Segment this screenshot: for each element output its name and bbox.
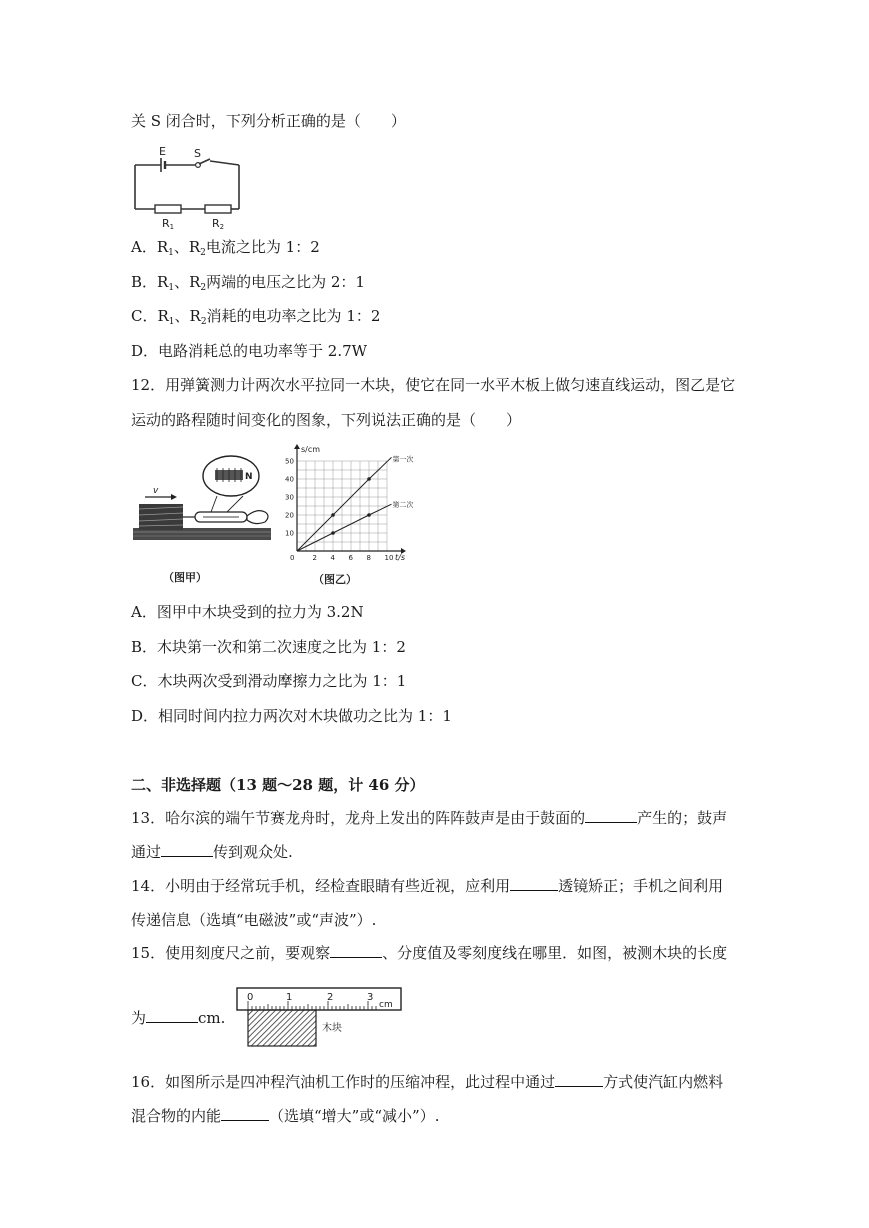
q14-line2: 传递信息（选填“电磁波”或“声波”）. [131, 911, 377, 929]
x-tick-label: 8 [366, 554, 371, 562]
origin-label: 0 [290, 554, 295, 562]
q11-option-a: A．$R_1$、$R_2$电流之比为 1：2 [131, 238, 320, 258]
q13-line2: 通过 传到观众处. [131, 843, 293, 861]
fig-jia-caption: （图甲） [163, 571, 207, 584]
r1-sub: 1 [169, 223, 175, 231]
y-axis-arrow [294, 444, 300, 449]
svg-text:R2 [212, 217, 224, 231]
answer-blank[interactable] [146, 1008, 198, 1023]
q11-option-b: B．$R_1$、$R_2$两端的电压之比为 2：1 [131, 273, 365, 293]
ruler-label-2: 2 [327, 992, 334, 1003]
q15-line2: 为 cm. [131, 1009, 226, 1027]
switch-label: S [194, 147, 201, 160]
y-tick-label: 10 [285, 529, 294, 538]
x-tick-label: 4 [330, 554, 335, 562]
q11-option-d: D．电路消耗总的电功率等于 2.7W [131, 342, 368, 360]
answer-blank[interactable] [330, 943, 382, 958]
r1-label: R [162, 217, 170, 230]
series-label-2: 第二次 [392, 501, 414, 510]
y-axis-label: s/cm [301, 445, 321, 454]
data-point [367, 513, 371, 517]
ruler-label-0: 0 [247, 992, 254, 1003]
x-tick-label: 10 [384, 554, 394, 562]
q12-option-b: B．木块第一次和第二次速度之比为 1：2 [131, 638, 406, 656]
y-tick-label: 30 [285, 493, 294, 502]
answer-blank[interactable] [510, 876, 558, 891]
series-label-1: 第一次 [392, 455, 414, 464]
data-point [331, 513, 335, 517]
q14-line1: 14．小明由于经常玩手机，经检查眼睛有些近视，应利用 透镜矫正；手机之间利用 [131, 877, 724, 895]
q12-stem-line1: 12．用弹簧测力计两次水平拉同一木块，使它在同一水平木板上做匀速直线运动，图乙是它 [131, 376, 736, 394]
q11-option-c: C．$R_1$、$R_2$消耗的电功率之比为 1：2 [131, 307, 381, 327]
x-tick-label: 6 [348, 554, 353, 562]
q12-option-d: D．相同时间内拉力两次对木块做功之比为 1：1 [131, 707, 452, 725]
section-2-title: 二、非选择题（13 题～28 题，计 46 分） [131, 776, 425, 794]
q12-option-a: A．图甲中木块受到的拉力为 3.2N [131, 603, 364, 621]
q13-line1: 13．哈尔滨的端午节赛龙舟时，龙舟上发出的阵阵鼓声是由于鼓面的 产生的；鼓声 [131, 809, 728, 827]
answer-blank[interactable] [555, 1072, 603, 1087]
fig-yi-st-chart [283, 441, 415, 589]
battery-label: E [159, 145, 166, 158]
q15-line1: 15．使用刻度尺之前，要观察 、分度值及零刻度线在哪里．如图，被测木块的长度 [131, 944, 728, 962]
q12-option-c: C．木块两次受到滑动摩擦力之比为 1：1 [131, 672, 407, 690]
y-tick-label: 40 [285, 475, 294, 484]
q16-line1: 16．如图所示是四冲程汽油机工作时的压缩冲程，此过程中通过 方式使汽缸内燃料 [131, 1073, 724, 1091]
q11-stem: 关 S 闭合时，下列分析正确的是（ ） [131, 112, 406, 130]
data-point [367, 477, 371, 481]
fig-yi-caption: （图乙） [313, 573, 357, 586]
svg-text:R1 [162, 217, 174, 231]
ruler-figure [236, 987, 404, 1049]
velocity-label: v [153, 486, 159, 496]
block-label: 木块 [322, 1023, 342, 1034]
fig-jia-spring-scale [131, 446, 277, 586]
answer-blank[interactable] [161, 842, 213, 857]
r2-label: R [212, 217, 220, 230]
r2-sub: 2 [219, 223, 225, 231]
y-tick-label: 20 [285, 511, 294, 520]
y-tick-label: 50 [285, 457, 294, 466]
x-tick-label: 2 [312, 554, 317, 562]
answer-blank[interactable] [585, 808, 637, 823]
data-point [331, 531, 335, 535]
ruler-label-3: 3 [367, 992, 374, 1003]
ruler-unit: cm [379, 1000, 393, 1010]
circuit-diagram [131, 143, 243, 231]
series-line-1 [297, 457, 392, 551]
x-axis-label: t/s [395, 553, 405, 562]
answer-blank[interactable] [221, 1106, 269, 1121]
q12-stem-line2: 运动的路程随时间变化的图象，下列说法正确的是（ ） [131, 411, 522, 429]
series-line-2 [297, 504, 392, 551]
ruler-label-1: 1 [286, 992, 293, 1003]
newton-label: N [245, 472, 253, 482]
q16-line2: 混合物的内能 （选填“增大”或“减小”）. [131, 1107, 440, 1125]
